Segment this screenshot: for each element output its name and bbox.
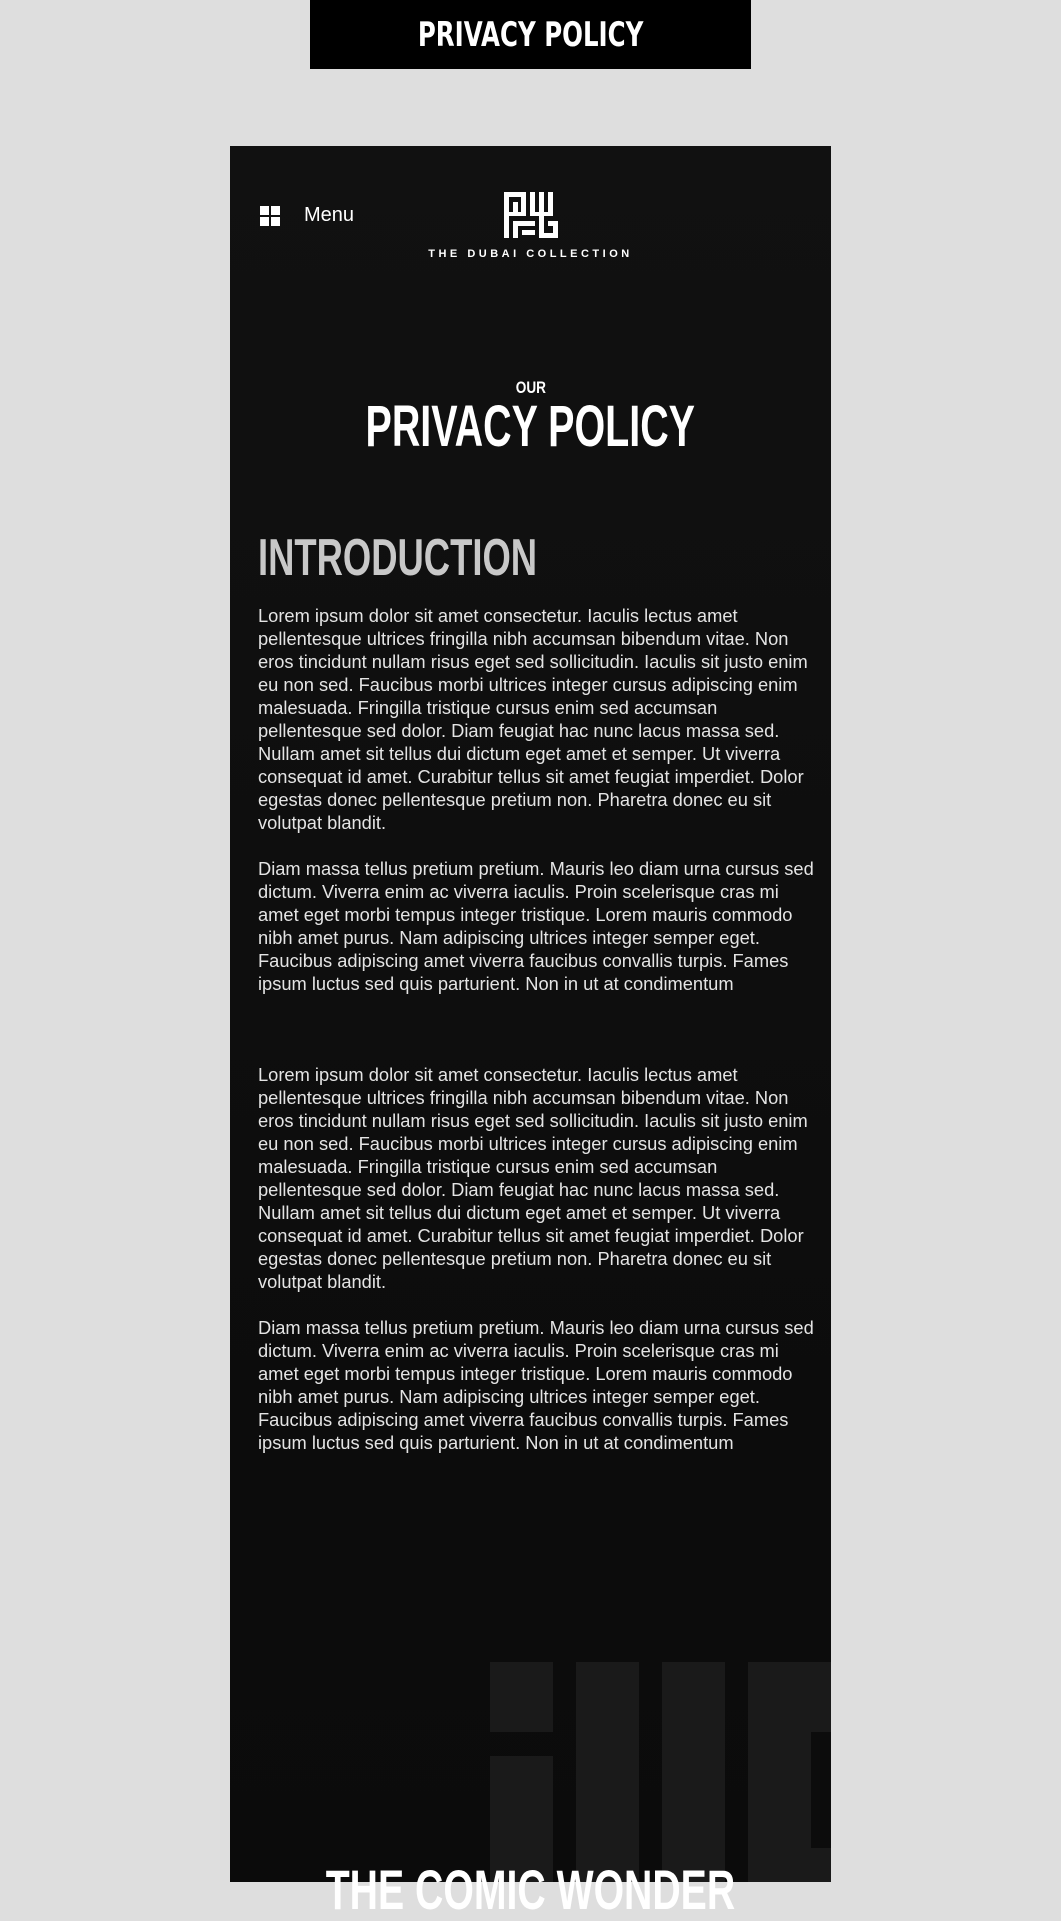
paragraph-1: Lorem ipsum dolor sit amet consectetur. Iaculis lectus amet pellentesque ultrices fringilla nibh accumsan bibendum vitae. Non eros tincidunt nullam risus eget sed sollicitudin. Iaculis sit justo enim eu non sed. Faucibus morbi ultrices integer cursus adipiscing enim malesuada. Fringilla tristique cursus enim sed accumsan pellentesque sed dolor. Diam feugiat hac nunc lacus massa sed. Nullam amet sit tellus dui dictum eget amet et semper. Ut viverra consequat id amet. Curabitur tellus sit amet feugiat imperdiet. Dolor egestas donec pellentesque pretium non. Pharetra donec eu sit volutpat blandit.	[258, 605, 808, 833]
paragraph-2: Diam massa tellus pretium pretium. Mauris leo diam urna cursus sed dictum. Viverra enim ac viverra iaculis. Proin scelerisque cras mi amet eget morbi tempus integer tristique. Lorem mauris commodo nibh amet purus. Nam adipiscing ultrices integer semper eget. Faucibus adipiscing amet viverra faucibus convallis turpis. Fames ipsum luctus sed quis parturient. Non in ut at condimentum	[258, 858, 814, 994]
paragraph-3: Lorem ipsum dolor sit amet consectetur. Iaculis lectus amet pellentesque ultrices fringilla nibh accumsan bibendum vitae. Non eros tincidunt nullam risus eget sed sollicitudin. Iaculis sit justo enim eu non sed. Faucibus morbi ultrices integer cursus adipiscing enim malesuada. Fringilla tristique cursus enim sed accumsan pellentesque sed dolor. Diam feugiat hac nunc lacus massa sed. Nullam amet sit tellus dui dictum eget amet et semper. Ut viverra consequat id amet. Curabitur tellus sit amet feugiat imperdiet. Dolor egestas donec pellentesque pretium non. Pharetra donec eu sit volutpat blandit.	[258, 1064, 808, 1292]
page-title: PRIVACY POLICY	[365, 394, 696, 459]
kufic-logo-icon	[504, 192, 558, 238]
banner-title: PRIVACY POLICY	[417, 14, 644, 55]
teaser-title: THE COMIC WONDER	[325, 1858, 736, 1921]
menu-label: Menu	[304, 204, 355, 226]
hero-kicker: OUR	[515, 378, 546, 397]
section-title: INTRODUCTION	[258, 529, 538, 587]
page-banner	[310, 0, 751, 69]
brand-logo[interactable]	[230, 192, 831, 260]
mobile-screen	[230, 146, 831, 1921]
paragraph-4: Diam massa tellus pretium pretium. Mauris leo diam urna cursus sed dictum. Viverra enim ac viverra iaculis. Proin scelerisque cras mi amet eget morbi tempus integer tristique. Lorem mauris commodo nibh amet purus. Nam adipiscing ultrices integer semper eget. Faucibus adipiscing amet viverra faucibus convallis turpis. Fames ipsum luctus sed quis parturient. Non in ut at condimentum	[258, 1317, 814, 1453]
brand-name: THE DUBAI COLLECTION	[428, 248, 633, 260]
